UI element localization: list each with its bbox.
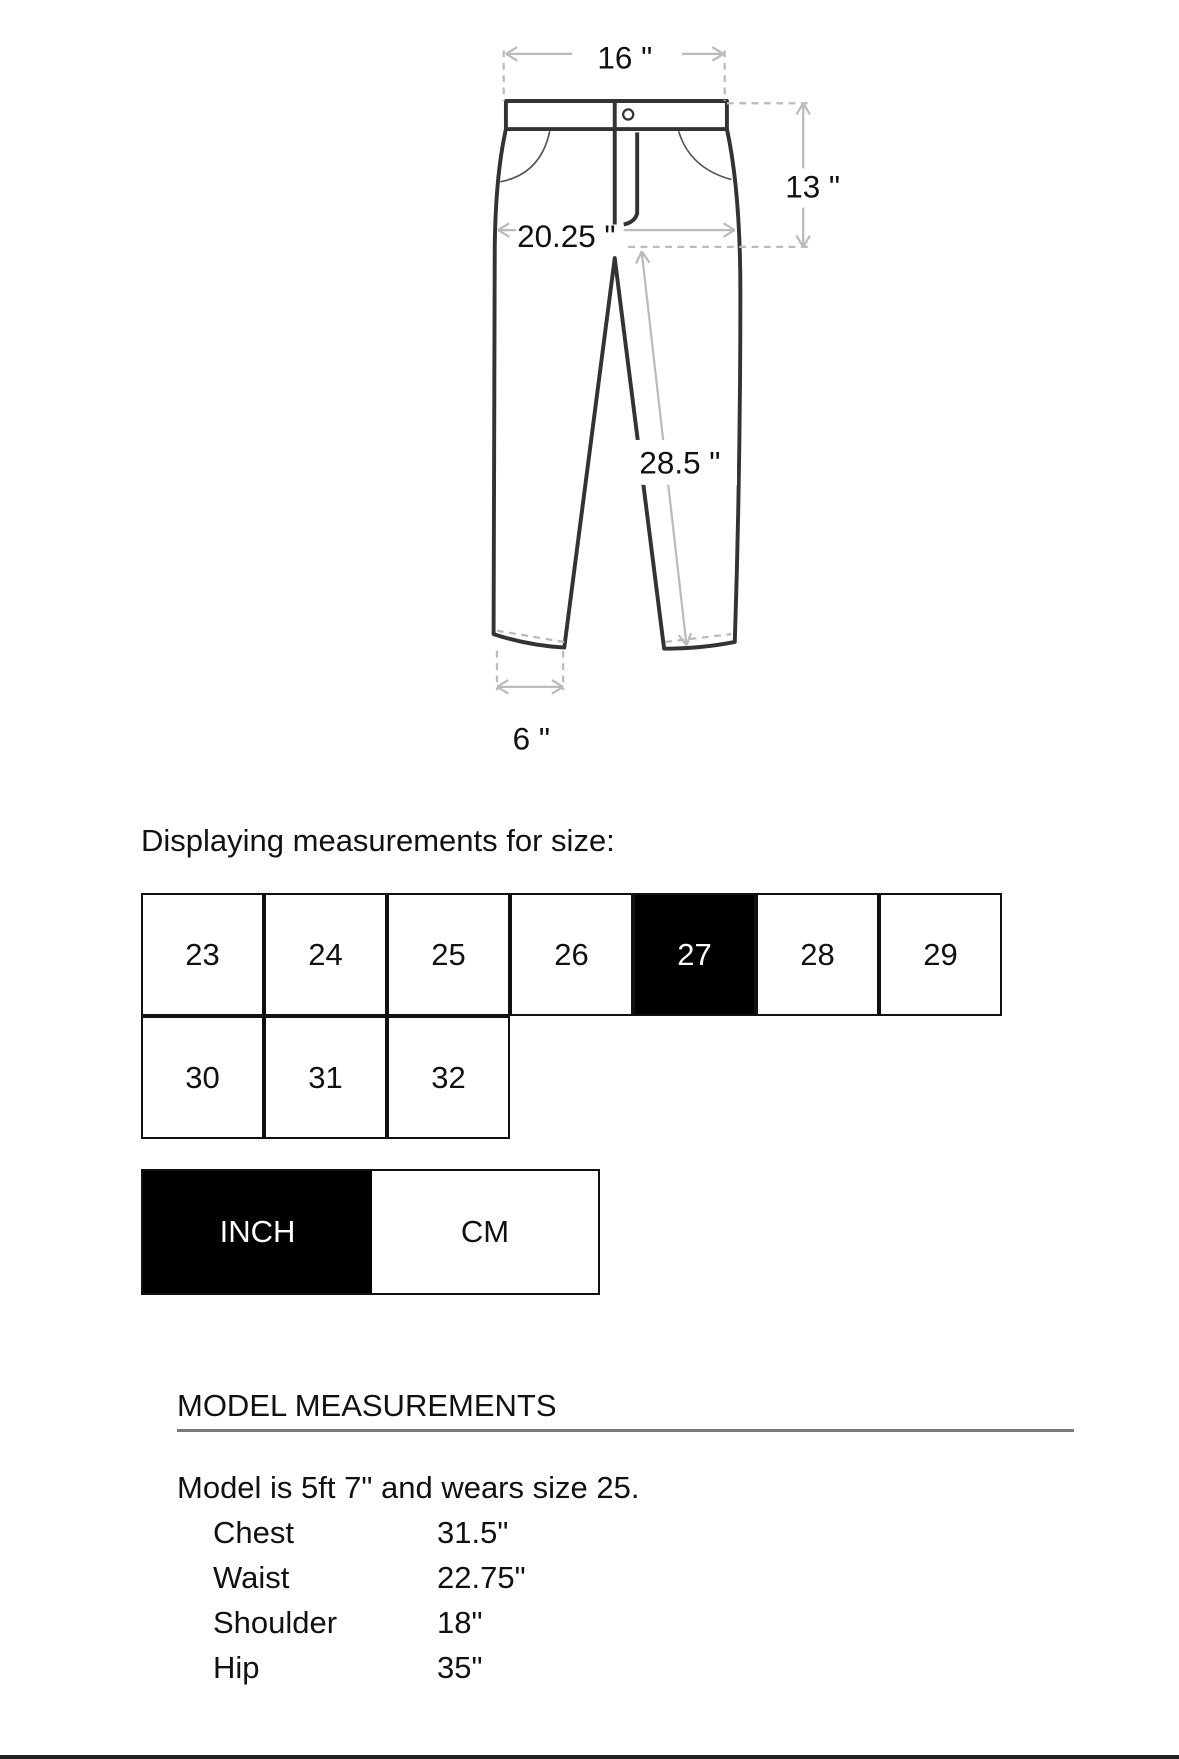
rise-label: 13 " [785,169,841,205]
model-description: Model is 5ft 7" and wears size 25. [177,1470,640,1505]
waist-width-label: 16 " [597,40,653,76]
measurement-label-shoulder: Shoulder [213,1605,338,1640]
button-icon [623,109,633,119]
size-option-28[interactable]: 28 [756,893,879,1016]
size-option-23[interactable]: 23 [141,893,264,1016]
size-option-25[interactable]: 25 [387,893,510,1016]
size-option-24[interactable]: 24 [264,893,387,1016]
measurement-guides [497,47,810,693]
measurement-value-chest: 31.5" [437,1515,509,1550]
bottom-divider [0,1755,1179,1759]
size-prompt: Displaying measurements for size: [141,823,615,858]
unit-toggle [141,1169,600,1295]
measurement-label-chest: Chest [213,1515,294,1550]
heading-divider [177,1429,1074,1432]
measurement-value-waist: 22.75" [437,1560,526,1595]
hip-width-label: 20.25 " [517,218,616,254]
unit-inch-button[interactable]: INCH [143,1171,372,1293]
size-option-30[interactable]: 30 [141,1016,264,1139]
measurement-label-hip: Hip [213,1650,260,1685]
size-option-29[interactable]: 29 [879,893,1002,1016]
measurement-label-waist: Waist [213,1560,290,1595]
size-option-31[interactable]: 31 [264,1016,387,1139]
pants-outline-icon [494,101,741,649]
unit-cm-button[interactable]: CM [460,1214,510,1249]
measurement-value-shoulder: 18" [437,1605,483,1640]
pants-measurement-diagram [0,0,1179,780]
size-option-27-selected[interactable]: 27 [633,893,756,1016]
size-option-32[interactable]: 32 [387,1016,510,1139]
model-measurements-heading: MODEL MEASUREMENTS [177,1388,557,1423]
inseam-label: 28.5 " [639,445,721,481]
size-option-26[interactable]: 26 [510,893,633,1016]
measurement-value-hip: 35" [437,1650,483,1685]
leg-opening-label: 6 " [512,721,550,757]
